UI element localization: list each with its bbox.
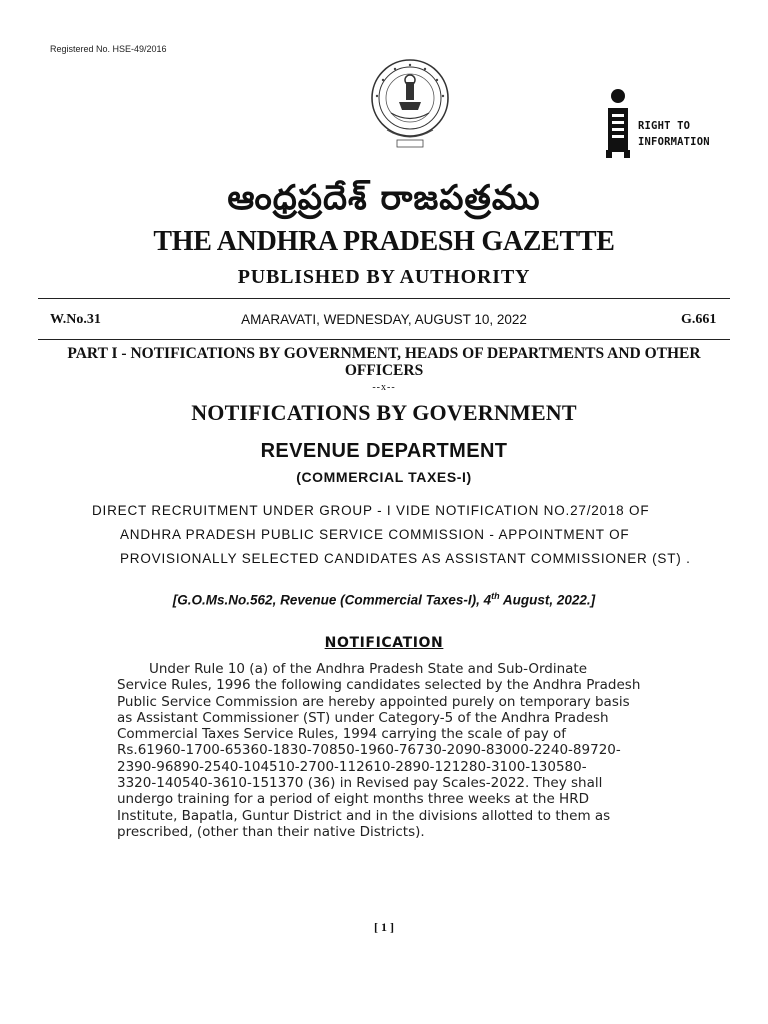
rti-badge-label (638, 118, 710, 150)
body-line: 2390-96890-2540-104510-2700-112610-2890-121280-3100-130580- (117, 758, 587, 775)
body-line: prescribed, (other than their native Districts). (117, 823, 425, 840)
body-line: Service Rules, 1996 the following candidates selected by the Andhra Pradesh (117, 677, 641, 694)
go-reference-ordinal: th (491, 591, 500, 601)
go-reference-prefix: [G.O.Ms.No.562, Revenue (Commercial Taxes-I), 4 (172, 592, 492, 608)
part-heading: PART I - NOTIFICATIONS BY GOVERNMENT, HEADS OF DEPARTMENTS AND OTHER OFFICERS (67, 345, 701, 379)
dateline: AMARAVATI, WEDNESDAY, AUGUST 10, 2022 (241, 312, 527, 327)
go-reference (0, 591, 768, 608)
body-line: 3320-140540-3610-151370 (36) in Revised pay Scales-2022. They shall (117, 775, 603, 792)
body-line: Public Service Commission are hereby appointed purely on temporary basis (117, 693, 630, 710)
rti-line-2: INFORMATION (638, 136, 710, 148)
body-line: Institute, Bapatla, Guntur District and in the divisions allotted to them as (117, 807, 611, 824)
gazette-title: THE ANDHRA PRADESH GAZETTE (153, 226, 615, 257)
section-title: NOTIFICATIONS BY GOVERNMENT (191, 400, 577, 425)
separator: --x-- (372, 382, 396, 393)
body-line: Under Rule 10 (a) of the Andhra Pradesh State and Sub-Ordinate (149, 661, 588, 677)
body-line: as Assistant Commissioner (ST) under Category-5 of the Andhra Pradesh (117, 709, 609, 726)
body-line: Commercial Taxes Service Rules, 1994 carrying the scale of pay of (117, 726, 567, 743)
telugu-masthead: ఆంధ్రప్రదేశ్ రాజపత్రము (227, 178, 541, 218)
top-divider (38, 298, 730, 299)
weekly-number: W.No.31 (50, 312, 101, 327)
gazette-page-ref: G.661 (681, 312, 717, 327)
body-line: undergo training for a period of eight months three weeks at the HRD (117, 791, 589, 808)
department-title: REVENUE DEPARTMENT (260, 440, 508, 462)
subject-line: PROVISIONALLY SELECTED CANDIDATES AS ASSISTANT COMMISSIONER (ST) . (120, 551, 691, 566)
gazette-subtitle: PUBLISHED BY AUTHORITY (237, 266, 531, 288)
notification-heading: NOTIFICATION (324, 635, 444, 651)
page-number: [ 1 ] (374, 920, 394, 934)
registration-number: Registered No. HSE-49/2016 (50, 44, 167, 54)
body-line: Rs.61960-1700-65360-1830-70850-1960-76730-2090-83000-2240-89720- (117, 742, 621, 759)
state-emblem-icon (369, 58, 451, 154)
bottom-divider (38, 339, 730, 340)
go-reference-suffix: August, 2022.] (499, 592, 596, 608)
notification-body (117, 661, 709, 840)
sub-department-title: (COMMERCIAL TAXES-I) (296, 469, 472, 485)
rti-line-1: RIGHT TO (638, 120, 691, 132)
subject-line: ANDHRA PRADESH PUBLIC SERVICE COMMISSION - APPOINTMENT OF (120, 527, 630, 542)
subject-line: DIRECT RECRUITMENT UNDER GROUP - I VIDE NOTIFICATION NO.27/2018 OF (92, 503, 650, 518)
